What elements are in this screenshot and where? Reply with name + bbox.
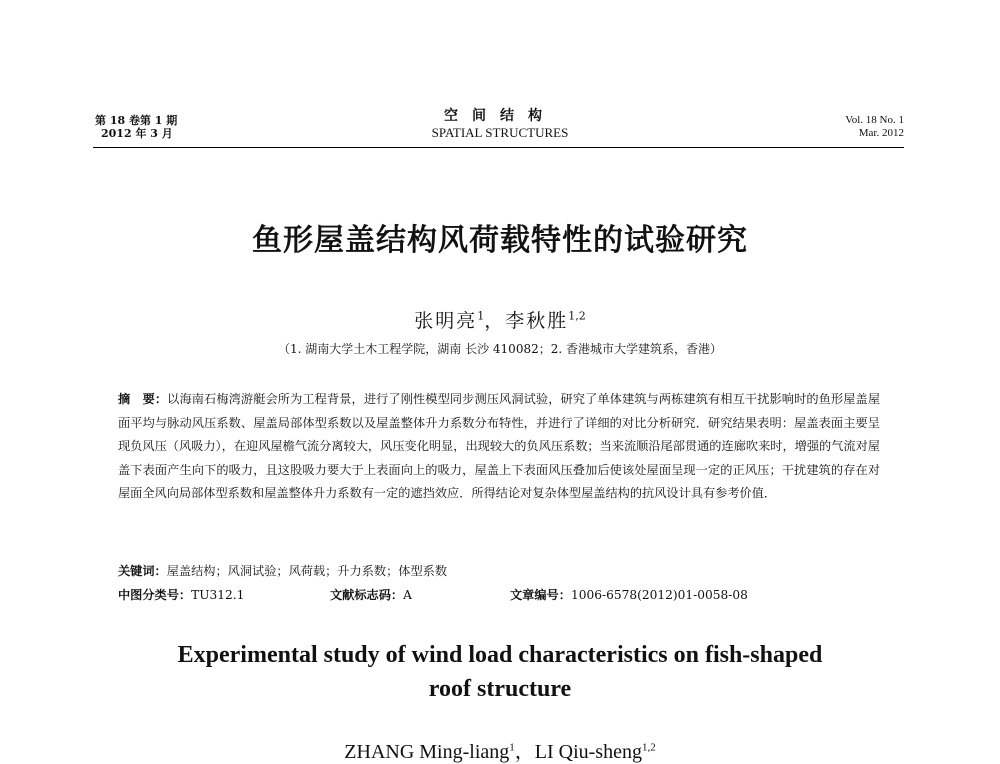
title-en-line: roof structure <box>428 676 572 702</box>
author-separator: ， <box>514 741 535 763</box>
authors-cn <box>0 306 1000 333</box>
author-affil-sup: 1,2 <box>641 741 656 754</box>
date-cn: 2012 年 3 月 <box>101 127 173 140</box>
journal-issue-en <box>845 114 904 140</box>
header-rule <box>93 147 904 148</box>
title-en-line: Experimental study of wind load characteristics on fish-shaped <box>177 642 823 668</box>
title-en <box>0 638 1000 706</box>
clc-value: TU312.1 <box>191 588 245 602</box>
author-affil-sup: 1 <box>509 741 515 754</box>
author-separator: ， <box>484 310 506 332</box>
journal-issue-cn <box>95 114 177 140</box>
clc-code <box>118 586 244 603</box>
keywords-text: 屋盖结构；风洞试验；风荷载；升力系数；体型系数 <box>166 564 448 578</box>
journal-name-cn: 空间结构 <box>444 108 556 124</box>
doc-label: 文献标志码： <box>330 588 404 602</box>
author-name-cn: 李秋胜 <box>505 310 569 332</box>
doc-value: A <box>403 588 412 602</box>
volume-issue-cn: 第 18 卷第 1 期 <box>95 114 178 127</box>
clc-label: 中图分类号： <box>118 588 192 602</box>
journal-name <box>300 107 700 141</box>
abstract-cn <box>118 388 880 506</box>
article-value: 1006-6578(2012)01-0058-08 <box>570 588 748 602</box>
journal-name-en: SPATIAL STRUCTURES <box>431 125 569 140</box>
author-name-cn: 张明亮 <box>414 310 478 332</box>
date-en: Mar. 2012 <box>858 127 904 139</box>
author-affil-sup: 1 <box>477 309 485 323</box>
title-cn: 鱼形屋盖结构风荷载特性的试验研究 <box>252 223 748 258</box>
author-name-en: LI Qiu-sheng <box>534 741 642 763</box>
author-affil-sup: 1,2 <box>568 309 586 323</box>
keywords-label: 关键词： <box>118 564 167 578</box>
abstract-label: 摘 要： <box>118 392 168 406</box>
keywords-cn <box>118 562 447 579</box>
article-number <box>510 586 748 603</box>
volume-issue-en: Vol. 18 No. 1 <box>845 114 904 126</box>
document-code <box>330 586 412 603</box>
affiliation-cn: （1. 湖南大学土木工程学院，湖南 长沙 410082；2. 香港城市大学建筑系，香港） <box>278 342 722 356</box>
author-name-en: ZHANG Ming-liang <box>344 741 510 763</box>
article-label: 文章编号： <box>510 588 571 602</box>
abstract-text: 以海南石梅湾游艇会所为工程背景，进行了刚性模型同步测压风洞试验，研究了单体建筑与两栋建筑有相互干扰影响时的鱼形屋盖屋面平均与脉动风压系数、屋盖局部体型系数以及屋盖整体升力系数分布特性，并进行了详细的对比分析研究．研究结果表明：屋盖表面主要呈现负风压（风吸力），在迎风屋檐气流分离较大，风压变化明显，出现较大的负风压系数；当来流顺沿尾部贯通的连廊吹来时，增强的气流对屋盖下表面产生向下的吸力，且这股吸力要大于上表面向上的吸力，屋盖上下表面风压叠加后使该处屋面呈现一定的正风压；干扰建筑的存在对屋面全风向局部体型系数和屋盖整体升力系数有一定的遮挡效应．所得结论对复杂体型屋盖结构的抗风设计具有参考价值． <box>118 392 881 500</box>
